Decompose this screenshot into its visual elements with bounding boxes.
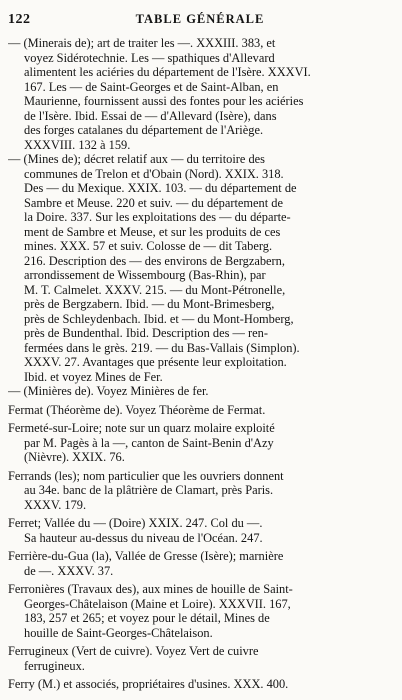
text-line: XXXVIII. 132 à 159.: [24, 137, 131, 152]
running-title: TABLE GÉNÉRALE: [135, 12, 265, 26]
text-line: Ferrugineux (Vert de cuivre). Voyez Vert de cuivre: [8, 644, 259, 658]
text-line: arrondissement de Wissembourg (Bas-Rhin), par: [24, 268, 266, 282]
text-line: Des — du Mexique. XXIX. 103. — du département de: [24, 181, 297, 195]
text-line: par M. Pagès à la —, canton de Saint-Benin d'Azy: [24, 435, 274, 450]
text-line: fermées dans le grès. 219. — du Bas-Vallais (Simplon).: [24, 340, 300, 355]
text-line: 216. Description des — des environs de Bergzabern,: [24, 253, 285, 268]
text-line: Ibid. et voyez Mines de Fer.: [24, 369, 163, 384]
text-line: près de Bergzabern. Ibid. — du Mont-Brimesberg,: [24, 297, 275, 311]
text-line: la Doire. 337. Sur les exploitations des — du départe-: [24, 210, 291, 224]
text-line: des forges catalanes du département de l'Ariège.: [24, 123, 264, 137]
page-header: [8, 12, 392, 30]
text-line: houille de Saint-Georges-Châtelaison.: [24, 625, 213, 640]
text-line: ferrugineux.: [24, 658, 85, 673]
text-line: XXXV. 27. Avantages que présente leur exploitation.: [24, 355, 287, 369]
text-line: alimentent les aciéries du département de l'Isère. XXXVI.: [24, 65, 311, 79]
text-line: Sa hauteur au-dessus du niveau de l'Océan. 247.: [24, 530, 263, 545]
text-line: Ferrands (les); nom particulier que les ouvriers donnent: [8, 468, 284, 483]
text-line: Ferry (M.) et associés, propriétaires d'usines. XXX. 400.: [8, 677, 289, 691]
text-line: Ferronières (Travaux des), aux mines de houille de Saint-: [8, 582, 293, 596]
text-line: près de Schleydenbach. Ibid. et — du Mont-Homberg,: [24, 311, 294, 326]
text-line: voyez Sidérotechnie. Les — spathiques d'Allevard: [24, 50, 275, 65]
text-line: — (Minières de). Voyez Minières de fer.: [8, 384, 209, 398]
text-line: communes de Trelon et d'Obain (Nord). XXIX. 318.: [24, 166, 284, 181]
text-line: Ferret; Vallée du — (Doire) XXIX. 247. Col du —.: [8, 516, 263, 530]
page-number: 122: [8, 12, 31, 27]
text-line: — (Minerais de); art de traiter les —. XXXIII. 383, et: [8, 36, 276, 50]
text-line: au 34e. banc de la plâtrière de Clamart, près Paris.: [24, 483, 274, 497]
text-line: de l'Isère. Ibid. Essai de — d'Allevard (Isère), dans: [24, 108, 277, 123]
text-line: Ferrière-du-Gua (la), Vallée de Gresse (Isère); marnière: [8, 549, 284, 563]
text-line: 183, 257 et 265; et voyez pour le détail, Mines de: [24, 611, 270, 625]
text-line: mines. XXX. 57 et suiv. Colosse de — dit Taberg.: [24, 239, 273, 253]
text-line: (Nièvre). XXIX. 76.: [24, 450, 125, 464]
text-line: ment de Sambre et Meuse, et sur les produits de ces: [24, 224, 281, 239]
text-line: Fermat (Théorème de). Voyez Théorème de Fermat.: [8, 402, 266, 417]
text-line: — (Mines de); décret relatif aux — du territoire des: [8, 152, 266, 166]
text-line: M. T. Calmelet. XXXV. 215. — du Mont-Pétronelle,: [24, 282, 286, 297]
text-line: 167. Les — de Saint-Georges et de Saint-Alban, en: [24, 79, 279, 94]
text-line: Sambre et Meuse. 220 et suiv. — du département de: [24, 195, 283, 210]
text-line: de —. XXXV. 37.: [24, 563, 114, 578]
index-text: [8, 36, 394, 692]
text-line: Georges-Châtelaison (Maine et Loire). XXXVII. 167,: [24, 596, 291, 611]
text-line: XXXV. 179.: [24, 497, 87, 512]
text-line: près de Bundenthal. Ibid. Description des — ren-: [24, 326, 268, 340]
text-line: Maurienne, fournissent aussi des fontes pour les aciéries: [24, 94, 304, 108]
text-line: Fermeté-sur-Loire; note sur un quarz molaire exploité: [8, 421, 275, 435]
